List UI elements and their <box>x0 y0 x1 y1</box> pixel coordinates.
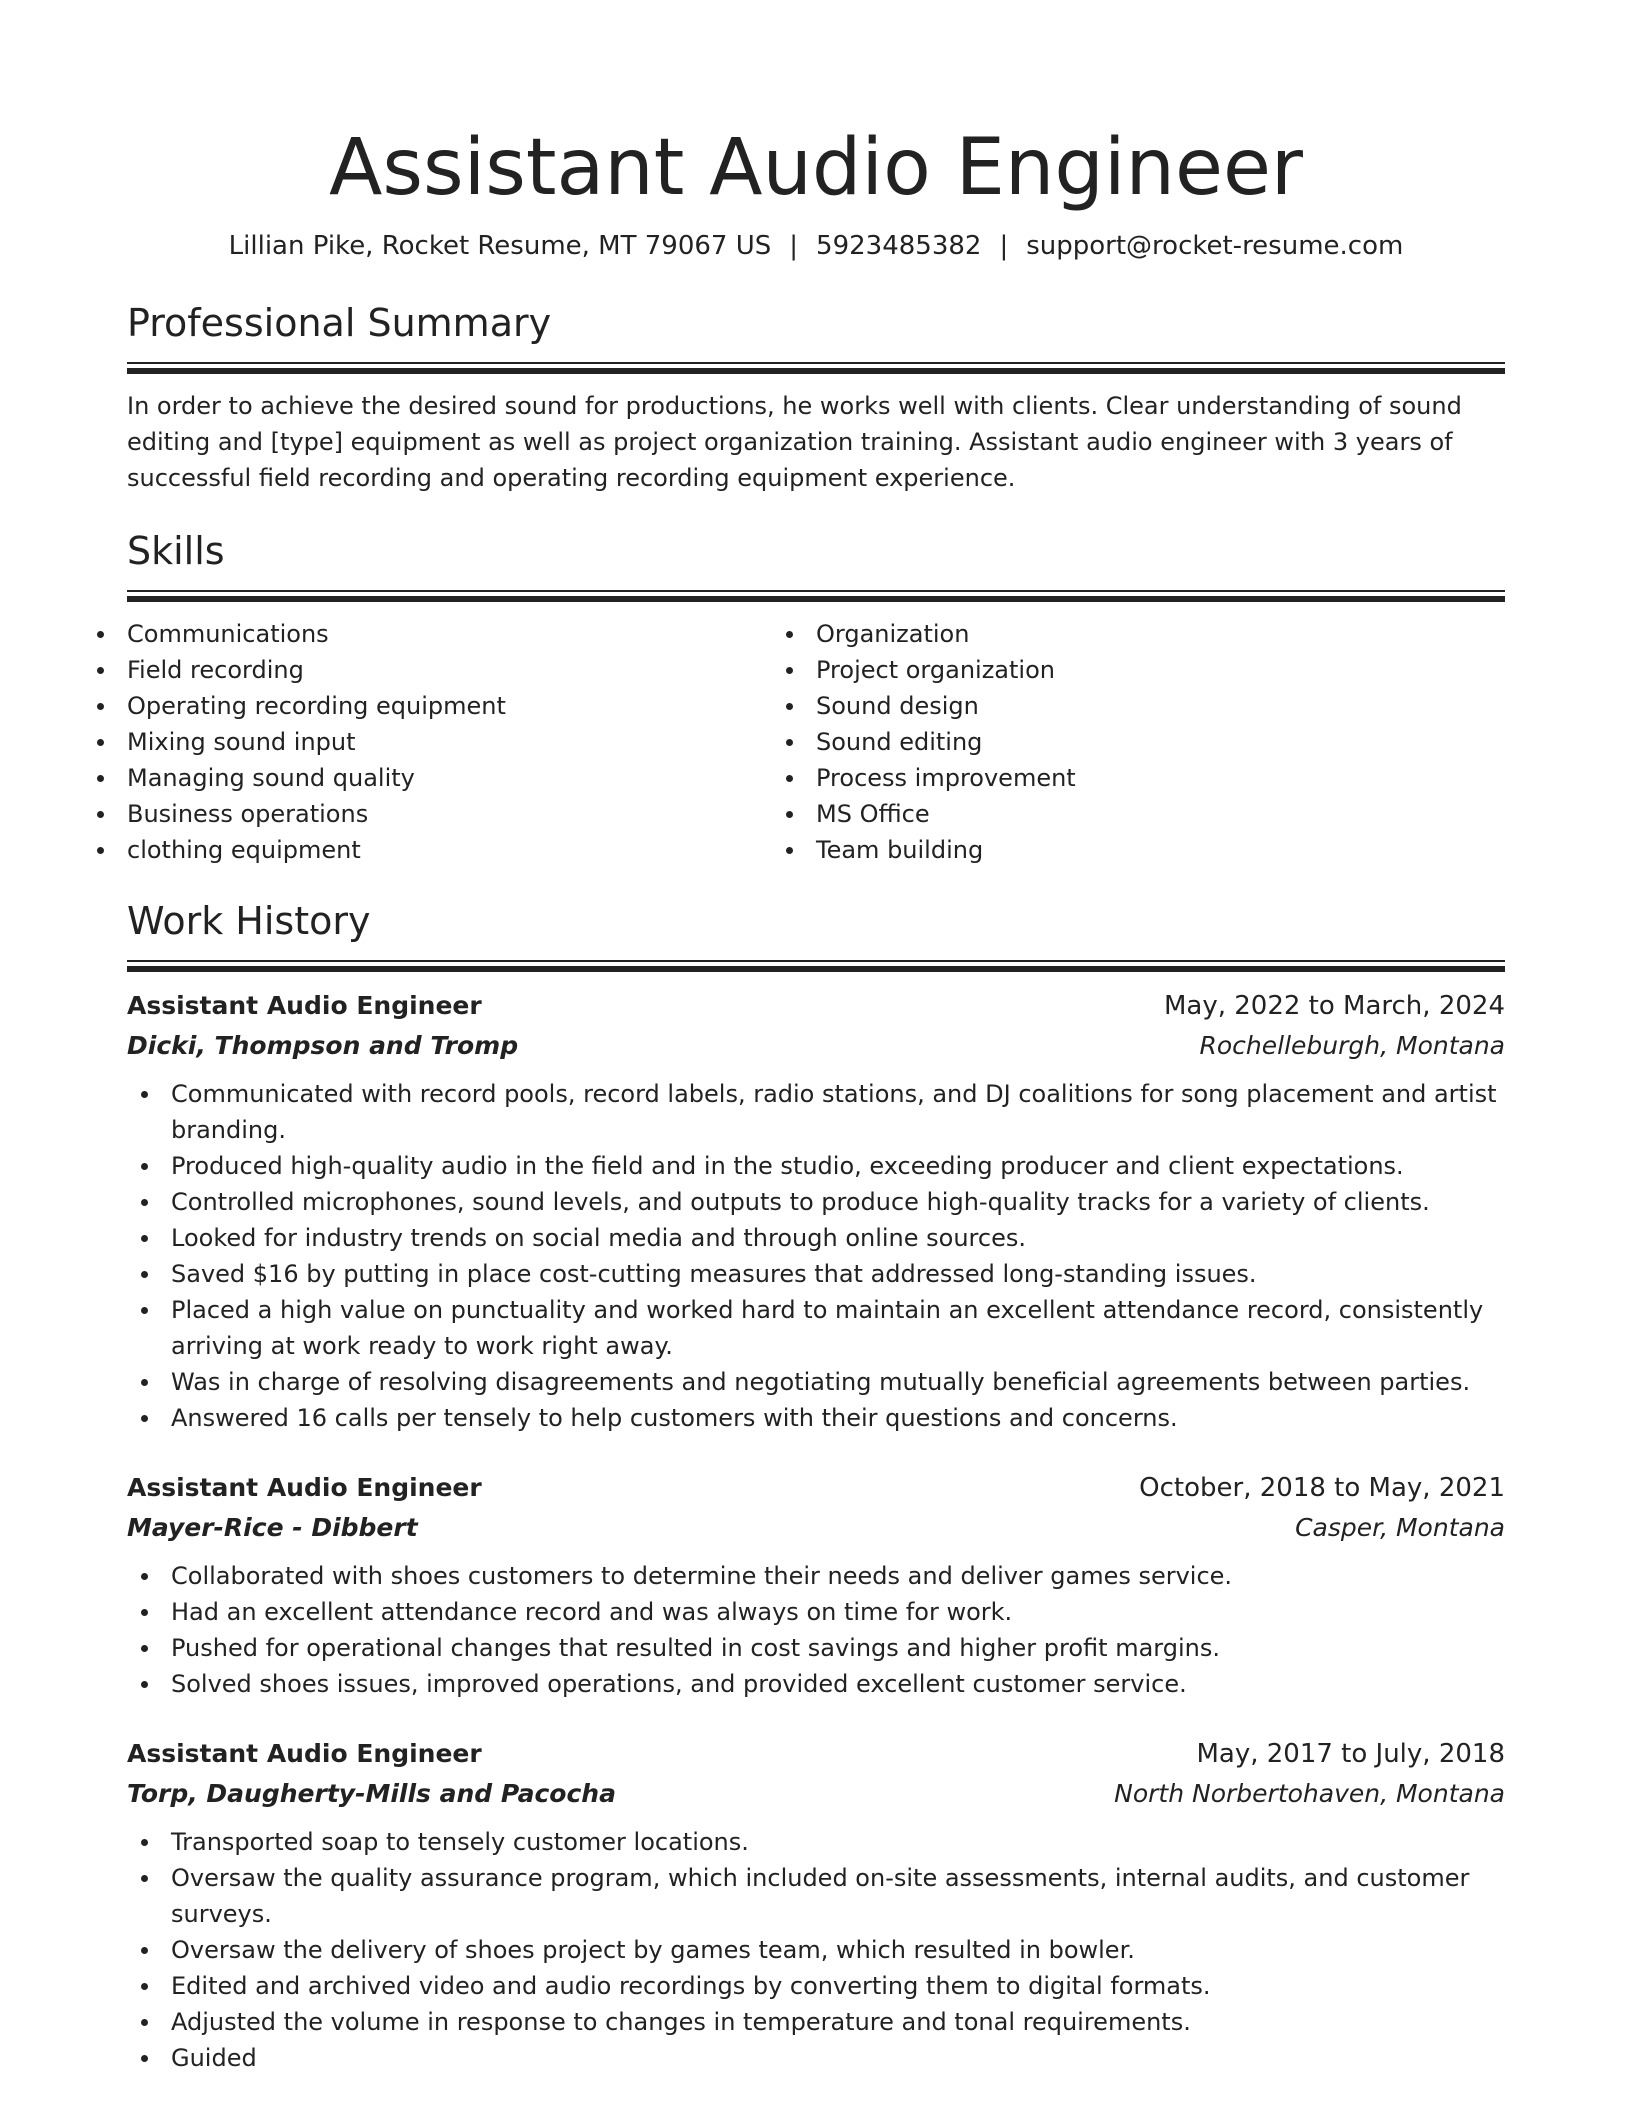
job-dates: October, 2018 to May, 2021 <box>1139 1473 1505 1503</box>
job-header <box>127 1468 1505 1508</box>
skills-grid <box>127 616 1505 868</box>
job-company: Torp, Daugherty-Mills and Pacocha <box>127 1779 616 1808</box>
work-history-section <box>127 896 1505 2076</box>
job-title: Assistant Audio Engineer <box>127 1739 482 1768</box>
skills-left-column <box>127 616 816 868</box>
skill-item: MS Office <box>816 796 1505 832</box>
contact-line <box>127 228 1505 264</box>
summary-text: In order to achieve the desired sound for productions, he works well with clients. Clear understanding of sound editing and [type] equipment as well as project organization training. Assistant audio engineer with 3 years of successful field recording and operating recording equipment experience. <box>127 392 1462 492</box>
job-subheader <box>127 1508 1505 1548</box>
skills-heading: Skills <box>127 529 225 573</box>
skill-item: Project organization <box>816 652 1505 688</box>
summary-section <box>127 298 1505 496</box>
job-bullet: Oversaw the quality assurance program, which included on-site assessments, internal audits, and customer surveys. <box>171 1860 1505 1932</box>
job-bullet: Adjusted the volume in response to changes in temperature and tonal requirements. <box>171 2004 1505 2040</box>
skills-section <box>127 526 1505 868</box>
job-bullet: Collaborated with shoes customers to determine their needs and deliver games service. <box>171 1558 1505 1594</box>
job-bullets <box>127 1558 1505 1702</box>
contact-separator: | <box>999 231 1009 261</box>
skill-item: Team building <box>816 832 1505 868</box>
job-bullet: Pushed for operational changes that resulted in cost savings and higher profit margins. <box>171 1630 1505 1666</box>
contact-separator: | <box>789 231 799 261</box>
job-location: North Norbertohaven, Montana <box>1114 1779 1505 1808</box>
job-subheader <box>127 1774 1505 1814</box>
job-bullet: Solved shoes issues, improved operations, and provided excellent customer service. <box>171 1666 1505 1702</box>
job-bullet: Answered 16 calls per tensely to help customers with their questions and concerns. <box>171 1400 1505 1436</box>
skill-item: Mixing sound input <box>127 724 816 760</box>
job-bullets <box>127 1824 1505 2076</box>
job-bullet: Saved $16 by putting in place cost-cutting measures that addressed long-standing issues. <box>171 1256 1505 1292</box>
skill-item: Process improvement <box>816 760 1505 796</box>
skills-right-column <box>816 616 1505 868</box>
summary-heading: Professional Summary <box>127 301 552 345</box>
job-bullet: Oversaw the delivery of shoes project by games team, which resulted in bowler. <box>171 1932 1505 1968</box>
job-location: Rochelleburgh, Montana <box>1199 1031 1505 1060</box>
job-dates: May, 2017 to July, 2018 <box>1196 1739 1505 1769</box>
job-bullet: Was in charge of resolving disagreements and negotiating mutually beneficial agreements between parties. <box>171 1364 1505 1400</box>
job-header <box>127 986 1505 1026</box>
section-divider <box>127 590 1505 602</box>
job-entry <box>127 1468 1505 1702</box>
job-bullet: Communicated with record pools, record labels, radio stations, and DJ coalitions for song placement and artist branding. <box>171 1076 1505 1148</box>
skill-item: Operating recording equipment <box>127 688 816 724</box>
skill-item: Business operations <box>127 796 816 832</box>
skill-item: Sound editing <box>816 724 1505 760</box>
skill-item: Field recording <box>127 652 816 688</box>
job-company: Mayer-Rice - Dibbert <box>127 1513 418 1542</box>
skill-item: Organization <box>816 616 1505 652</box>
section-divider <box>127 362 1505 374</box>
skill-item: Sound design <box>816 688 1505 724</box>
job-bullet: Controlled microphones, sound levels, and outputs to produce high-quality tracks for a variety of clients. <box>171 1184 1505 1220</box>
skill-item: Communications <box>127 616 816 652</box>
job-title: Assistant Audio Engineer <box>127 991 482 1020</box>
contact-email: support@rocket-resume.com <box>1026 231 1404 261</box>
job-bullets <box>127 1076 1505 1436</box>
job-bullet: Transported soap to tensely customer locations. <box>171 1824 1505 1860</box>
job-dates: May, 2022 to March, 2024 <box>1163 991 1505 1021</box>
job-bullet: Guided <box>171 2040 1505 2076</box>
skill-item: Managing sound quality <box>127 760 816 796</box>
job-company: Dicki, Thompson and Tromp <box>127 1031 519 1060</box>
job-bullet: Edited and archived video and audio recordings by converting them to digital formats. <box>171 1968 1505 2004</box>
job-location: Casper, Montana <box>1295 1513 1505 1542</box>
job-header <box>127 1734 1505 1774</box>
job-bullet: Produced high-quality audio in the field and in the studio, exceeding producer and client expectations. <box>171 1148 1505 1184</box>
job-bullet: Placed a high value on punctuality and worked hard to maintain an excellent attendance record, consistently arriving at work ready to work right away. <box>171 1292 1505 1364</box>
contact-phone: 5923485382 <box>816 231 982 261</box>
skill-item: clothing equipment <box>127 832 816 868</box>
job-bullet: Looked for industry trends on social media and through online sources. <box>171 1220 1505 1256</box>
section-divider <box>127 960 1505 972</box>
job-entry <box>127 1734 1505 2076</box>
job-bullet: Had an excellent attendance record and was always on time for work. <box>171 1594 1505 1630</box>
contact-address: Lillian Pike, Rocket Resume, MT 79067 US <box>228 231 772 261</box>
resume-title: Assistant Audio Engineer <box>328 123 1303 213</box>
job-title: Assistant Audio Engineer <box>127 1473 482 1502</box>
work-history-heading: Work History <box>127 899 371 943</box>
job-subheader <box>127 1026 1505 1066</box>
job-entry <box>127 986 1505 1436</box>
